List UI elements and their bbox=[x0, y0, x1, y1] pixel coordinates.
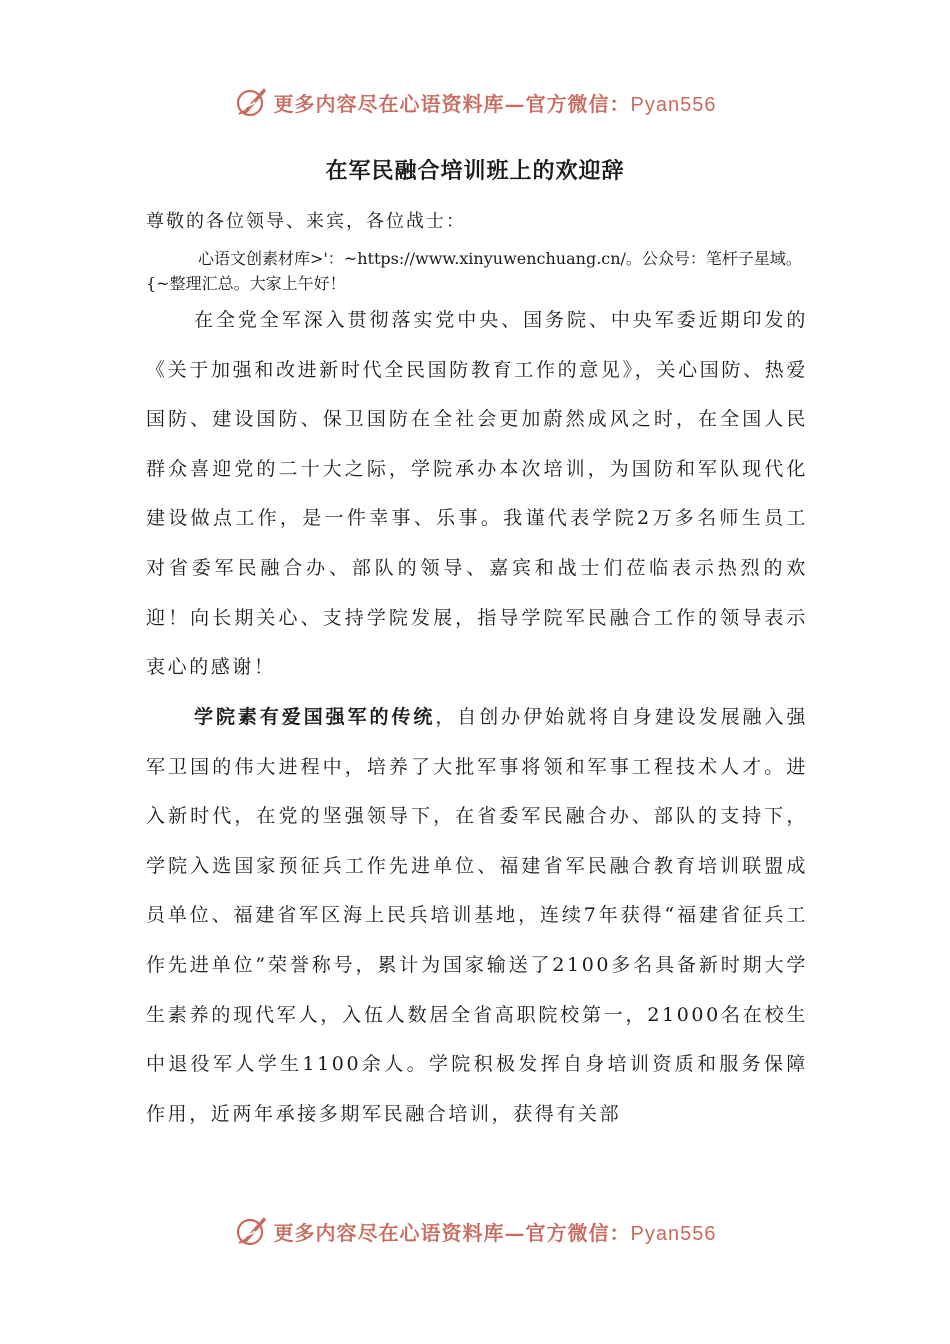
banner-text: 更多内容尽在心语资料库—官方微信：Pyan556 bbox=[273, 1220, 717, 1245]
document-title: 在军民融合培训班上的欢迎辞 bbox=[325, 158, 625, 184]
salutation: 尊敬的各位领导、来宾，各位战士： bbox=[146, 211, 466, 232]
paragraph-2 bbox=[146, 693, 808, 1139]
paragraph-1: 在全党全军深入贯彻落实党中央、国务院、中央军委近期印发的《关于加强和改进新时代全民国防教育工作的意见》，关心国防、热爱国防、建设国防、保卫国防在全社会更加蔚然成风之时，在全国人民群众喜迎党的二十大之际，学院承办本次培训，为国防和军队现代化建设做点工作，是一件幸事、乐事。我谨代表学院2万多名师生员工对省委军民融合办、部队的领导、嘉宾和战士们莅临表示热烈的欢迎！向长期关心、支持学院发展，指导学院军民融合工作的领导表示衷心的感谢！ bbox=[146, 309, 808, 679]
banner-text: 更多内容尽在心语资料库—官方微信：Pyan556 bbox=[273, 91, 717, 116]
paragraph-2-lead: 学院素有爱国强军的传统 bbox=[194, 706, 436, 728]
footer-banner bbox=[0, 1211, 950, 1251]
quill-pen-logo-icon bbox=[234, 1213, 270, 1249]
paragraph-2-rest: ，自创办伊始就将自身建设发展融入强军卫国的伟大进程中，培养了大批军事将领和军事工程技术人才。进入新时代，在党的坚强领导下，在省委军民融合办、部队的支持下，学院入选国家预征兵工作先进单位、福建省军民融合教育培训联盟成员单位、福建省军区海上民兵培训基地，连续7年获得“福建省征兵工作先进单位”荣誉称号，累计为国家输送了2100多名具备新时期大学生素养的现代军人，入伍人数居全省高职院校第一，21000名在校生中退役军人学生1100余人。学院积极发挥自身培训资质和服务保障作用，近两年承接多期军民融合培训，获得有关部 bbox=[146, 706, 808, 1125]
header-banner bbox=[0, 82, 950, 122]
wechat-account: Pyan556 bbox=[630, 1222, 717, 1245]
quill-pen-logo-icon bbox=[234, 84, 270, 120]
source-note: 心语文创素材库>'：~https://www.xinyuwenchuang.cn/。公众号：笔杆子星域。{~整理汇总。大家上午好！ bbox=[146, 249, 802, 293]
wechat-account: Pyan556 bbox=[630, 93, 717, 116]
